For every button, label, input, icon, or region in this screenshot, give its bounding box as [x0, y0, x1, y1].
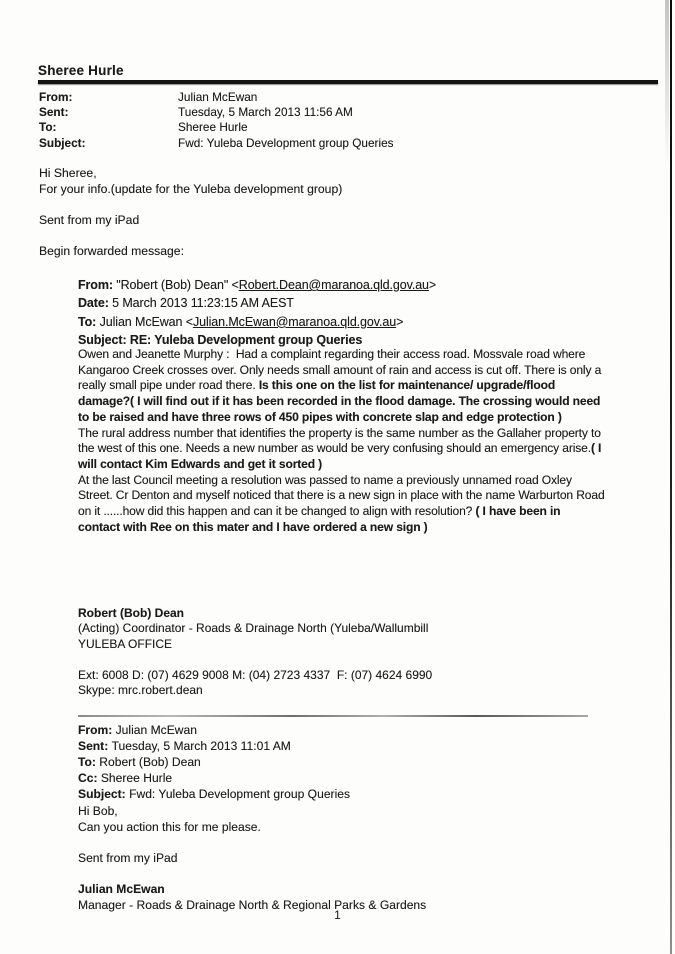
page-number: 1 — [334, 910, 341, 922]
header-rule — [38, 80, 658, 84]
forwarded-subject-label: Subject: — [78, 333, 130, 348]
blank-line — [78, 835, 426, 851]
blank-line — [39, 197, 342, 213]
original-subject-label: Subject: — [78, 787, 130, 802]
original-sent-from: Sent from my iPad — [78, 850, 178, 865]
body-text-regular: The rural address number that identifies the property is the same number as the Gallaher property to the west of this one. Needs a new number as would be very confusing should an emergency arise. — [78, 425, 604, 456]
signature-title: (Acting) Coordinator - Roads & Drainage North (Yuleba/Wallumbill — [78, 621, 429, 636]
original-subject-line — [78, 786, 350, 802]
signature-contact: Ext: 6008 D: (07) 4629 9008 M: (04) 2723 4337 F: (07) 4624 6990 — [78, 667, 433, 682]
original-signature-name: Julian McEwan — [78, 881, 165, 896]
signature-office: YULEBA OFFICE — [78, 636, 173, 651]
greeting-line: Hi Sheree, — [39, 166, 97, 180]
body-paragraph-access-road — [78, 347, 605, 426]
original-header — [78, 722, 350, 802]
body-paragraph-road-sign — [78, 472, 608, 536]
body-text-bold-response: ( I will contact Kim Edwards and get it sorted ) — [78, 441, 605, 471]
blank-line — [39, 229, 342, 245]
info-line: For your info.(update for the Yuleba development group) — [39, 181, 343, 196]
original-from-value: Julian McEwan — [115, 723, 197, 737]
forwarded-to-bracket: > — [396, 314, 404, 329]
forwarded-to-name: Julian McEwan < — [99, 314, 193, 329]
sent-label: Sent: — [39, 105, 69, 120]
blank-line — [78, 866, 426, 882]
forwarded-from-line — [78, 276, 436, 294]
intro-block — [39, 166, 342, 260]
signature-skype: Skype: mrc.robert.dean — [78, 683, 203, 698]
signature-name: Robert (Bob) Dean — [78, 606, 184, 620]
forwarded-body — [78, 347, 608, 535]
forwarded-subject-value: RE: Yuleba Development group Queries — [129, 333, 363, 348]
forwarded-to-line — [78, 313, 436, 331]
original-to-value: Robert (Bob) Dean — [99, 755, 201, 770]
original-subject-value: Fwd: Yuleba Development group Queries — [129, 787, 351, 802]
forwarded-date-label: Date: — [78, 296, 113, 311]
to-value: Sheree Hurle — [178, 120, 248, 135]
forwarded-from-email-link: Robert.Dean@maranoa.qld.gov.au — [238, 278, 429, 292]
body-paragraph-address-number — [78, 426, 605, 473]
message-separator-rule — [78, 715, 588, 717]
original-to-line — [78, 754, 350, 770]
forwarded-signature — [78, 606, 432, 698]
field-row-subject — [39, 136, 394, 151]
original-from-label: From: — [78, 723, 116, 737]
original-cc-value: Sheree Hurle — [100, 771, 173, 786]
original-sent-label: Sent: — [78, 739, 112, 754]
original-body — [78, 804, 426, 913]
original-greeting: Hi Bob, — [78, 804, 118, 818]
body-text-bold-response: ( I have been in contact with Ree on this mater and I have ordered a new sign ) — [78, 504, 564, 534]
forwarded-from-name: "Robert (Bob) Dean" < — [116, 278, 239, 292]
original-to-label: To: — [78, 755, 100, 770]
subject-label: Subject: — [39, 135, 86, 150]
blank-line — [78, 652, 432, 667]
forwarded-to-email-link: Julian.McEwan@maranoa.qld.gov.au — [192, 314, 397, 329]
field-row-from — [39, 90, 394, 105]
recipient-name-title: Sheree Hurle — [38, 63, 124, 82]
original-signature-title: Manager - Roads & Drainage North & Regional Parks & Gardens — [78, 897, 427, 912]
body-text-regular: At the last Council meeting a resolution was passed to name a previously unnamed road Oxley Street. Cr Denton and myself noticed that there is a new sign in place with the name Warburton Road on it ......how did this happen and can it be changed to align with resolution? — [78, 472, 608, 519]
original-from-line — [78, 722, 350, 738]
body-text-regular: Owen and Jeanette Murphy : Had a complaint regarding their access road. Mossvale road where Kangaroo Creek crosses over. Only needs small amount of rain and access is cut off. There is only a really small pipe under road there. — [78, 347, 605, 393]
field-row-sent — [39, 105, 394, 120]
original-cc-label: Cc: — [78, 771, 101, 786]
email-header-fields — [39, 90, 394, 151]
forwarded-from-label: From: — [78, 278, 117, 292]
to-label: To: — [39, 120, 57, 135]
field-row-to — [39, 120, 394, 135]
begin-forwarded-line: Begin forwarded message: — [39, 244, 184, 259]
original-request: Can you action this for me please. — [78, 819, 261, 834]
forwarded-date-line — [78, 294, 436, 312]
from-label: From: — [39, 90, 73, 104]
from-value: Julian McEwan — [178, 90, 258, 104]
scan-smudge-artifact — [665, 0, 669, 170]
original-sent-value: Tuesday, 5 March 2013 11:01 AM — [111, 739, 291, 754]
forwarded-date-value: 5 March 2013 11:23:15 AM AEST — [112, 296, 294, 311]
original-cc-line — [78, 770, 350, 786]
subject-value: Fwd: Yuleba Development group Queries — [178, 135, 394, 150]
forwarded-header — [78, 276, 436, 350]
scan-edge-line-artifact — [670, 0, 672, 954]
sent-from-line: Sent from my iPad — [39, 213, 140, 228]
body-text-bold-response: Is this one on the list for maintenance/ upgrade/flood damage?( I will find out if it has been recorded in the flood damage. The crossing would need to be raised and have three rows of 450 pipes with concrete slap and edge protection ) — [78, 378, 604, 424]
forwarded-from-bracket: > — [428, 278, 437, 292]
forwarded-to-label: To: — [78, 314, 100, 329]
sent-value: Tuesday, 5 March 2013 11:56 AM — [178, 105, 353, 120]
original-sent-line — [78, 738, 350, 754]
